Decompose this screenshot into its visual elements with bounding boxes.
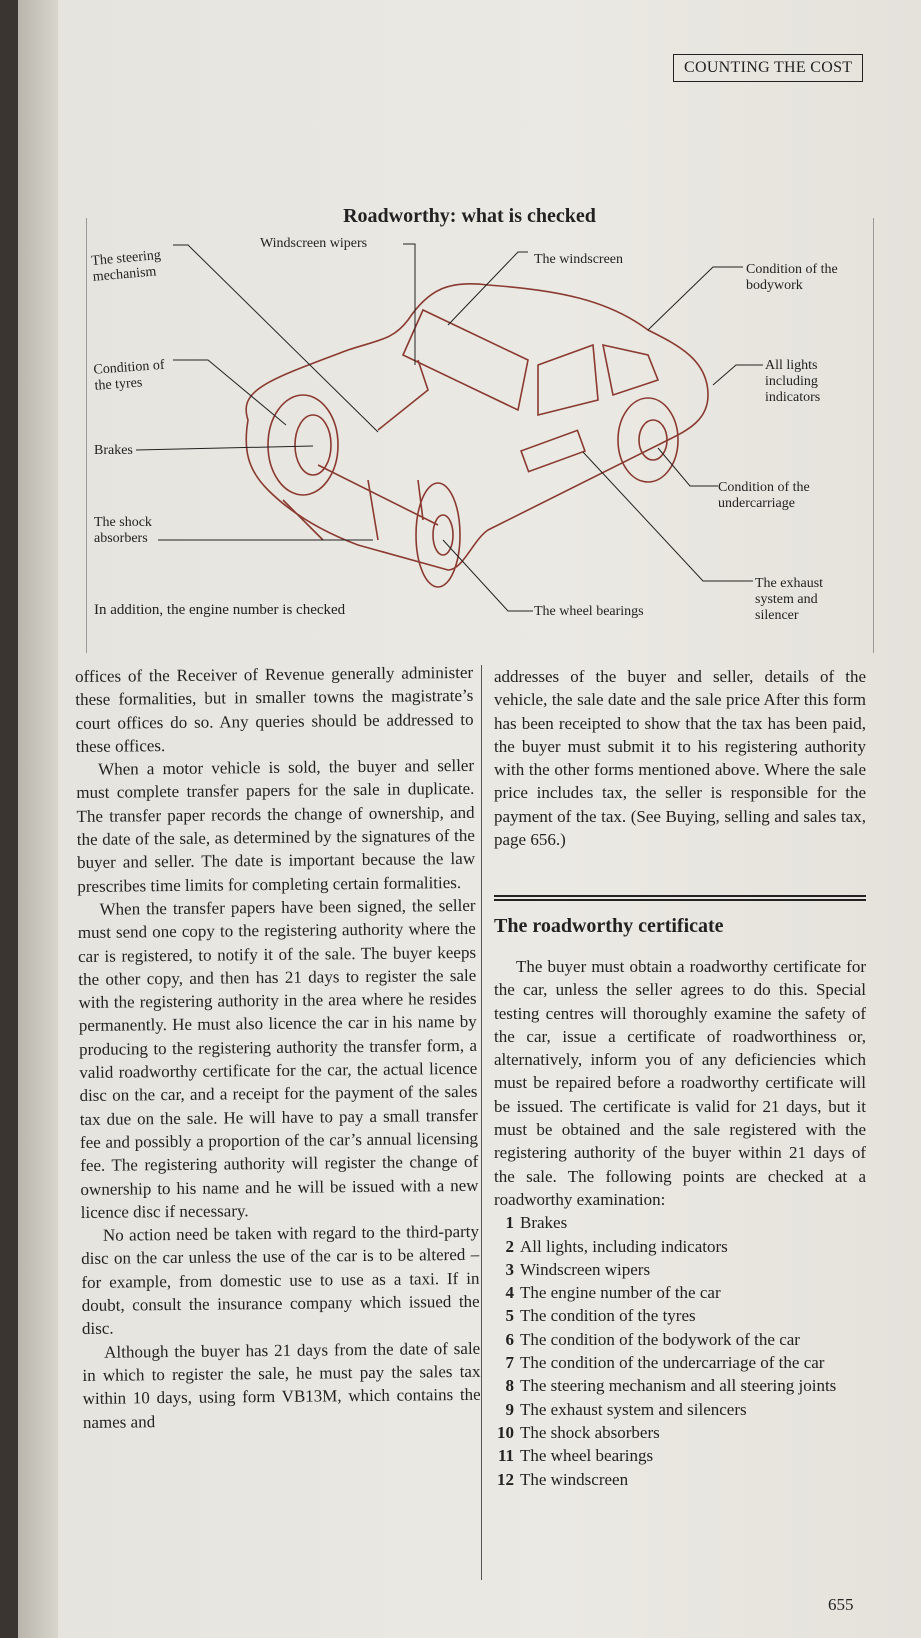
list-item: 11 The wheel bearings (497, 1446, 654, 1466)
label-shock: The shock absorbers (94, 515, 152, 546)
list-item: 3 Windscreen wipers (505, 1259, 651, 1279)
label-exhaust: The exhaust system and silencer (755, 576, 824, 623)
list-item: 9 The exhaust system and silencers (505, 1399, 747, 1419)
label-brakes: Brakes (94, 443, 133, 458)
list-item: 5 The condition of the tyres (505, 1306, 696, 1326)
list-item: 4 The engine number of the car (505, 1283, 721, 1303)
figure-caption: In addition, the engine number is checked (94, 602, 346, 618)
paragraph: When the transfer papers have been signed, the seller must send one copy to the registering authority where the car is registered, to notify it of the sale. The buyer keeps the other copy, and then has 21 days to register the sale with the registering authority in the area where he resides permanently. He must also licence the car in his name by producing to the registering authority the transfer form, a valid roadworthy certificate for the car, the actual licence disc on the car, and a receipt for the payment of the sales tax due on the sale. He will have to pay a small transfer fee and possibly a proportion of the car’s annual licensing fee. The registering authority will register the change of ownership to his name and he will be issued with a new licence disc if necessary. (77, 895, 479, 1222)
car-illustration (246, 284, 708, 587)
label-tyres: Condition of the tyres (92, 357, 166, 394)
car-diagram (18, 0, 921, 660)
label-bodywork: Condition of the bodywork (746, 262, 838, 293)
section-heading: The roadworthy certificate (494, 915, 724, 937)
paragraph: No action need be taken with regard to the third-party disc on the car unless the use of the car is to be altered – for example, from domestic use to use as a taxi. If in doubt, consult the insurance company which issued the disc. (81, 1221, 480, 1339)
list-item: 2 All lights, including indicators (505, 1236, 728, 1256)
label-lights: All lights including indicators (765, 358, 821, 405)
column-divider (481, 665, 482, 1580)
right-column-top (494, 665, 866, 851)
label-steering: The steering mechanism (90, 247, 162, 285)
list-item: 6 The condition of the bodywork of the car (505, 1329, 800, 1349)
paragraph: The buyer must obtain a roadworthy certificate for the car, unless the seller agrees to do this. Special testing centres will thoroughly examine the safety of the car, issue a certificate of roadworthiness or, alternatively, inform you of any deficiencies which must be repaired before a roadworthy certificate will be issued. The certificate is valid for 21 days, but it must be obtained and the sale registered with the registering authority of the buyer within 21 days of the sale. The following points are checked at a roadworthy examination: (494, 957, 866, 1209)
label-undercarriage: Condition of the undercarriage (718, 480, 810, 511)
list-item: 12 The windscreen (497, 1469, 629, 1489)
checklist (494, 1211, 866, 1491)
list-item: 7 The condition of the undercarriage of the car (505, 1353, 825, 1373)
label-bearings: The wheel bearings (534, 604, 644, 619)
label-wipers: Windscreen wipers (260, 236, 368, 251)
list-item: 8 The steering mechanism and all steering joints (505, 1376, 837, 1396)
list-item: 10 The shock absorbers (497, 1422, 660, 1442)
paragraph: addresses of the buyer and seller, details of the vehicle, the sale date and the sale price After this form has been receipted to show that the tax has been paid, the buyer must submit it to his registering authority with the other forms mentioned above. Where the sale price includes tax, the seller is responsible for the payment of the tax. (See Buying, selling and sales tax, page 656.) (494, 667, 866, 850)
list-item: 1 Brakes (505, 1213, 568, 1233)
left-column (75, 661, 481, 1434)
book-page (18, 0, 921, 1638)
paragraph: When a motor vehicle is sold, the buyer and seller must complete transfer papers for the sale in duplicate. The transfer paper records the change of ownership, and the date of the sale, as determined by the signatures of the buyer and seller. The date is important because the law prescribes time limits for completing certain formalities. (76, 756, 476, 896)
section-rule (494, 895, 866, 901)
section-body (494, 955, 866, 1491)
page-number: 655 (828, 1595, 854, 1614)
running-head: COUNTING THE COST (673, 54, 863, 82)
label-windscreen: The windscreen (534, 252, 624, 267)
paragraph: offices of the Receiver of Revenue generally administer these formalities, but in smaller towns the magistrate’s court offices do so. Any queries should be addressed to these offices. (75, 662, 474, 756)
leader-lines (136, 244, 763, 611)
paragraph: Although the buyer has 21 days from the date of sale in which to register the sale, he must pay the sales tax within 10 days, using form VB13M, which contains the names and (82, 1338, 481, 1432)
figure-title: Roadworthy: what is checked (343, 205, 596, 227)
